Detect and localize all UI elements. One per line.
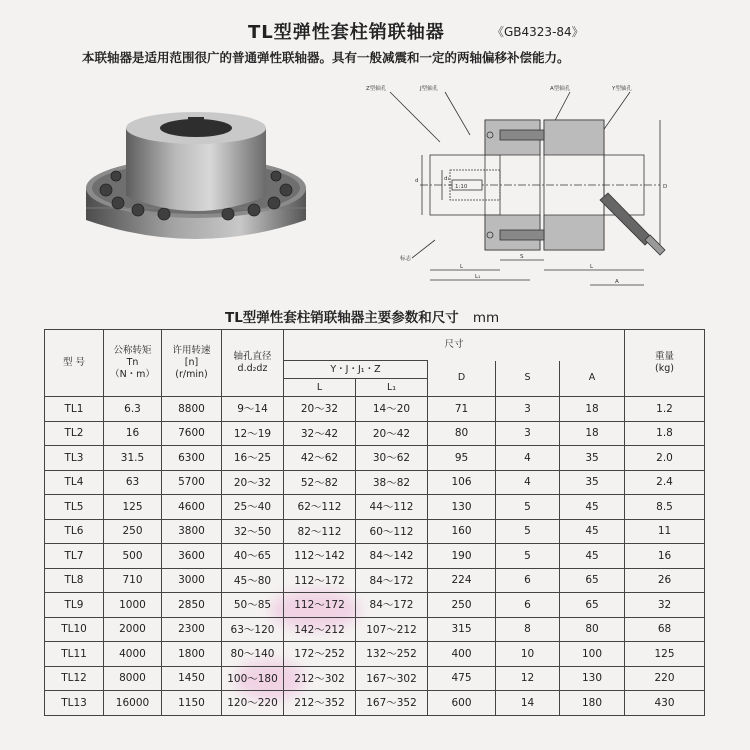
col-L: L	[284, 379, 356, 397]
cell-S: 3	[496, 421, 560, 446]
cell-L: 112～172	[284, 593, 356, 618]
cell-A: 45	[560, 544, 625, 569]
table-row	[45, 470, 705, 495]
cell-weight: 430	[625, 691, 705, 716]
table-row	[45, 495, 705, 520]
table-row	[45, 642, 705, 667]
cell-torque: 500	[104, 544, 162, 569]
cell-weight: 16	[625, 544, 705, 569]
col-shaft-type: Y・J・J₁・Z	[284, 361, 428, 379]
cell-D: 80	[428, 421, 496, 446]
cell-model: TL2	[45, 421, 104, 446]
cell-bore: 32～50	[222, 519, 284, 544]
cell-A: 130	[560, 666, 625, 691]
col-weight	[625, 330, 705, 397]
table-row	[45, 446, 705, 471]
cell-D: 130	[428, 495, 496, 520]
cell-L1: 14～20	[356, 397, 428, 422]
description: 本联轴器是适用范围很广的普通弹性联轴器。具有一般减震和一定的两轴偏移补偿能力。	[82, 50, 570, 65]
cell-bore: 9～14	[222, 397, 284, 422]
cell-S: 3	[496, 397, 560, 422]
cell-bore: 50～85	[222, 593, 284, 618]
cell-torque: 4000	[104, 642, 162, 667]
cell-model: TL5	[45, 495, 104, 520]
cell-A: 18	[560, 397, 625, 422]
cell-S: 10	[496, 642, 560, 667]
cell-model: TL10	[45, 617, 104, 642]
cell-model: TL12	[45, 666, 104, 691]
cell-S: 4	[496, 470, 560, 495]
dim-d1: d₁	[444, 176, 450, 182]
cell-L: 42～62	[284, 446, 356, 471]
cell-D: 71	[428, 397, 496, 422]
cell-weight: 1.2	[625, 397, 705, 422]
col-torque-label: 公称转矩	[113, 345, 152, 356]
cell-torque: 16000	[104, 691, 162, 716]
cell-speed: 2300	[162, 617, 222, 642]
cell-A: 180	[560, 691, 625, 716]
col-S: S	[496, 361, 560, 397]
dim-D: D	[663, 184, 668, 190]
cell-L: 52～82	[284, 470, 356, 495]
spec-table-body	[45, 397, 705, 716]
table-row	[45, 397, 705, 422]
cell-L: 82～112	[284, 519, 356, 544]
cell-bore: 16～25	[222, 446, 284, 471]
cell-weight: 125	[625, 642, 705, 667]
cell-torque: 125	[104, 495, 162, 520]
cell-speed: 3000	[162, 568, 222, 593]
cell-speed: 1800	[162, 642, 222, 667]
cell-L1: 84～172	[356, 593, 428, 618]
col-bore	[222, 330, 284, 397]
cell-weight: 220	[625, 666, 705, 691]
col-weight-unit: (kg)	[655, 363, 674, 374]
cell-D: 106	[428, 470, 496, 495]
cell-weight: 1.8	[625, 421, 705, 446]
cell-A: 18	[560, 421, 625, 446]
col-bore-symbol: d.d₂dz	[237, 363, 268, 374]
cell-torque: 31.5	[104, 446, 162, 471]
cell-model: TL1	[45, 397, 104, 422]
table-row	[45, 544, 705, 569]
cell-L1: 167～352	[356, 691, 428, 716]
cell-A: 80	[560, 617, 625, 642]
cell-S: 6	[496, 593, 560, 618]
cell-model: TL9	[45, 593, 104, 618]
cell-bore: 100～180	[222, 666, 284, 691]
cell-L: 32～42	[284, 421, 356, 446]
cell-weight: 26	[625, 568, 705, 593]
cell-bore: 40～65	[222, 544, 284, 569]
cell-bore: 120～220	[222, 691, 284, 716]
cell-model: TL11	[45, 642, 104, 667]
table-row	[45, 568, 705, 593]
cell-A: 35	[560, 446, 625, 471]
cell-A: 35	[560, 470, 625, 495]
col-speed-unit: (r/min)	[175, 369, 208, 380]
dim-A: A	[615, 279, 619, 285]
label-mark: 标志	[400, 256, 412, 262]
cell-S: 5	[496, 519, 560, 544]
technical-drawing	[360, 80, 700, 300]
cell-torque: 6.3	[104, 397, 162, 422]
cell-torque: 2000	[104, 617, 162, 642]
cell-L1: 132～252	[356, 642, 428, 667]
label-z-hole: Z型轴孔	[366, 86, 387, 92]
cell-bore: 80～140	[222, 642, 284, 667]
cell-weight: 68	[625, 617, 705, 642]
cell-bore: 25～40	[222, 495, 284, 520]
cell-S: 14	[496, 691, 560, 716]
cell-model: TL8	[45, 568, 104, 593]
table-unit: mm	[472, 310, 500, 326]
header	[0, 18, 750, 46]
cell-model: TL6	[45, 519, 104, 544]
cell-D: 400	[428, 642, 496, 667]
cell-D: 475	[428, 666, 496, 691]
cell-bore: 45～80	[222, 568, 284, 593]
label-j-hole: J型轴孔	[420, 86, 439, 92]
col-model: 型 号	[45, 330, 104, 397]
label-a-hole: A型轴孔	[550, 86, 571, 92]
table-row	[45, 617, 705, 642]
cell-bore: 12～19	[222, 421, 284, 446]
table-row	[45, 421, 705, 446]
cell-speed: 5700	[162, 470, 222, 495]
cell-L: 212～302	[284, 666, 356, 691]
col-L1: L₁	[356, 379, 428, 397]
cell-L: 112～142	[284, 544, 356, 569]
dim-L-right: L	[590, 264, 594, 270]
cell-S: 5	[496, 495, 560, 520]
col-torque-symbol: Tn	[126, 357, 139, 368]
taper-label: 1:10	[455, 184, 468, 190]
cell-D: 160	[428, 519, 496, 544]
cell-A: 45	[560, 495, 625, 520]
dim-L1: L₁	[475, 274, 481, 280]
cell-torque: 8000	[104, 666, 162, 691]
cell-A: 45	[560, 519, 625, 544]
cell-L: 20～32	[284, 397, 356, 422]
cell-speed: 6300	[162, 446, 222, 471]
cell-speed: 7600	[162, 421, 222, 446]
cell-speed: 4600	[162, 495, 222, 520]
label-y-hole: Y型轴孔	[612, 86, 632, 92]
col-torque	[104, 330, 162, 397]
cell-speed: 3600	[162, 544, 222, 569]
cell-D: 600	[428, 691, 496, 716]
col-speed-symbol: [n]	[184, 357, 199, 368]
cell-L1: 107～212	[356, 617, 428, 642]
cell-weight: 32	[625, 593, 705, 618]
table-title-text: TL型弹性套柱销联轴器主要参数和尺寸	[225, 310, 459, 326]
cell-D: 250	[428, 593, 496, 618]
cell-weight: 2.0	[625, 446, 705, 471]
spec-table	[44, 329, 705, 716]
col-speed	[162, 330, 222, 397]
cell-S: 6	[496, 568, 560, 593]
cell-L: 62～112	[284, 495, 356, 520]
cell-A: 100	[560, 642, 625, 667]
cell-L: 212～352	[284, 691, 356, 716]
dim-L: L	[460, 264, 464, 270]
cell-weight: 2.4	[625, 470, 705, 495]
cell-torque: 250	[104, 519, 162, 544]
cell-L1: 84～172	[356, 568, 428, 593]
cell-weight: 11	[625, 519, 705, 544]
col-speed-label: 许用转速	[172, 345, 211, 356]
col-bore-label: 轴孔直径	[233, 351, 272, 362]
cell-L1: 20～42	[356, 421, 428, 446]
cell-L1: 30～62	[356, 446, 428, 471]
cell-A: 65	[560, 568, 625, 593]
col-D: D	[428, 361, 496, 397]
cell-L1: 167～302	[356, 666, 428, 691]
cell-weight: 8.5	[625, 495, 705, 520]
cell-model: TL3	[45, 446, 104, 471]
cell-L1: 84～142	[356, 544, 428, 569]
cell-D: 224	[428, 568, 496, 593]
col-size-group: 尺寸	[284, 330, 625, 361]
cell-torque: 1000	[104, 593, 162, 618]
col-A: A	[560, 361, 625, 397]
cell-L1: 60～112	[356, 519, 428, 544]
cell-speed: 3800	[162, 519, 222, 544]
cell-bore: 20～32	[222, 470, 284, 495]
cell-model: TL13	[45, 691, 104, 716]
dim-d: d	[415, 178, 419, 184]
cell-A: 65	[560, 593, 625, 618]
cell-speed: 2850	[162, 593, 222, 618]
cell-speed: 8800	[162, 397, 222, 422]
cell-torque: 710	[104, 568, 162, 593]
cell-speed: 1150	[162, 691, 222, 716]
coupling-photo	[76, 108, 316, 258]
col-torque-unit: （N・m）	[110, 369, 155, 380]
table-row	[45, 666, 705, 691]
cell-D: 190	[428, 544, 496, 569]
cell-D: 315	[428, 617, 496, 642]
cell-S: 12	[496, 666, 560, 691]
cell-speed: 1450	[162, 666, 222, 691]
cell-L1: 38～82	[356, 470, 428, 495]
cell-S: 4	[496, 446, 560, 471]
cell-torque: 63	[104, 470, 162, 495]
table-row	[45, 519, 705, 544]
cell-S: 5	[496, 544, 560, 569]
dim-S: S	[520, 254, 524, 260]
cell-torque: 16	[104, 421, 162, 446]
cell-S: 8	[496, 617, 560, 642]
col-weight-label: 重量	[655, 351, 675, 362]
page-title: TL型弹性套柱销联轴器	[248, 22, 445, 43]
cell-D: 95	[428, 446, 496, 471]
cell-L: 142～212	[284, 617, 356, 642]
table-row	[45, 593, 705, 618]
cell-model: TL7	[45, 544, 104, 569]
cell-bore: 63～120	[222, 617, 284, 642]
cell-model: TL4	[45, 470, 104, 495]
cell-L1: 44～112	[356, 495, 428, 520]
table-title	[225, 306, 499, 326]
table-row	[45, 691, 705, 716]
standard-code: 《GB4323-84》	[492, 25, 584, 39]
cell-L: 172～252	[284, 642, 356, 667]
cell-L: 112～172	[284, 568, 356, 593]
